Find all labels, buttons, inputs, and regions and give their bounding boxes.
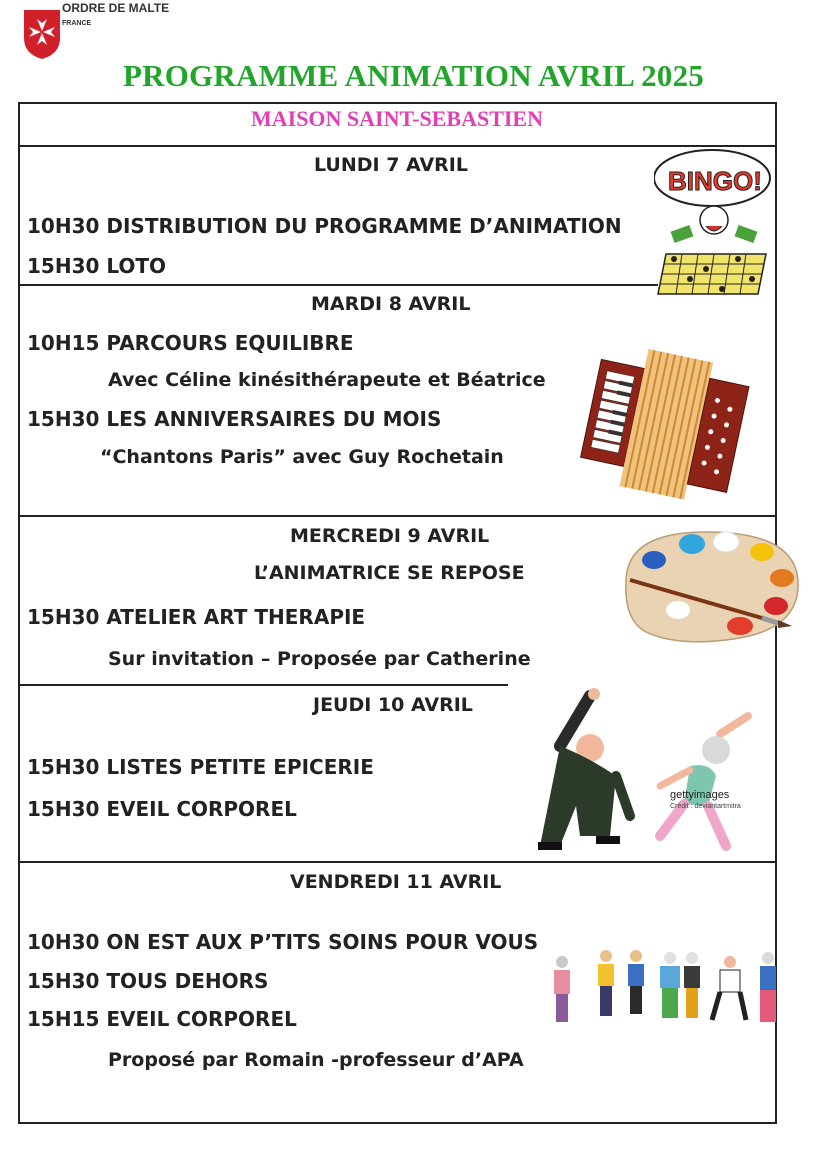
day-heading-monday: LUNDI 7 AVRIL	[314, 154, 468, 176]
event-detail: Sur invitation – Proposée par Catherine	[108, 648, 531, 670]
event-note: L’ANIMATRICE SE REPOSE	[254, 562, 525, 584]
event-line: 15H30 LOTO	[27, 254, 167, 278]
accordion-illustration	[576, 340, 754, 502]
event-line: 15H30 LISTES PETITE EPICERIE	[27, 755, 374, 779]
day-heading-friday: VENDREDI 11 AVRIL	[290, 871, 502, 893]
event-line: 15H30 ATELIER ART THERAPIE	[27, 605, 366, 629]
subtitle-residence: MAISON SAINT-SEBASTIEN	[250, 106, 543, 131]
event-line: 10H30 ON EST AUX P’TITS SOINS POUR VOUS	[27, 930, 539, 954]
org-country: FRANCE	[62, 20, 92, 27]
event-detail: Proposé par Romain -professeur d’APA	[108, 1049, 524, 1071]
stretching-seniors-illustration	[520, 686, 774, 858]
paint-palette-illustration	[616, 522, 806, 652]
frame-bottom-border	[18, 1122, 777, 1124]
event-line: 15H30 TOUS DEHORS	[27, 969, 269, 993]
bingo-illustration	[654, 146, 776, 296]
event-line: 10H30 DISTRIBUTION DU PROGRAMME D’ANIMATION	[27, 214, 622, 238]
day-heading-wednesday: MERCREDI 9 AVRIL	[290, 525, 490, 547]
getty-watermark: gettyimages	[670, 789, 730, 801]
event-line: 15H15 EVEIL CORPOREL	[27, 1007, 297, 1031]
frame-top-border	[18, 102, 776, 104]
org-name: ORDRE DE MALTE	[62, 1, 170, 15]
day-heading-tuesday: MARDI 8 AVRIL	[311, 293, 471, 315]
divider-tuesday	[18, 515, 776, 517]
event-line: 15H30 LES ANNIVERSAIRES DU MOIS	[27, 407, 442, 431]
getty-credit: Crédit : deviantartmitra	[670, 803, 741, 810]
bingo-text: BINGO!	[668, 166, 762, 196]
event-line: 10H15 PARCOURS EQUILIBRE	[27, 331, 354, 355]
ordre-de-malte-logo	[22, 8, 62, 60]
dancing-people-illustration	[548, 940, 784, 1032]
event-detail: “Chantons Paris” avec Guy Rochetain	[100, 446, 504, 468]
event-line: 15H30 EVEIL CORPOREL	[27, 797, 297, 821]
divider-monday	[18, 284, 658, 286]
page-title: PROGRAMME ANIMATION AVRIL 2025	[123, 58, 704, 93]
divider-thursday	[18, 861, 776, 863]
divider-wednesday	[18, 684, 508, 686]
day-heading-thursday: JEUDI 10 AVRIL	[313, 694, 473, 716]
frame-left-border	[18, 102, 20, 1124]
event-detail: Avec Céline kinésithérapeute et Béatrice	[108, 369, 546, 391]
